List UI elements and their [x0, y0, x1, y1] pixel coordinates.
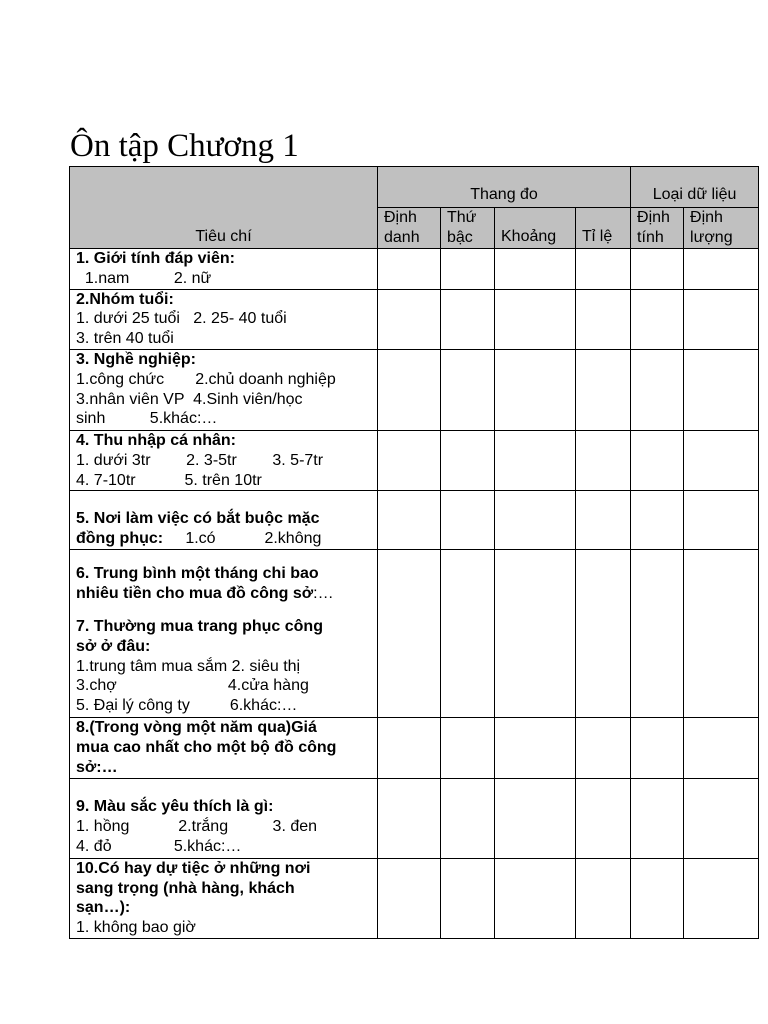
header-thang-do: Thang đo [378, 167, 631, 208]
table-row [70, 289, 759, 349]
checkbox-cell[interactable] [576, 778, 631, 858]
option-text: sinh 5.khác:… [76, 410, 218, 428]
question-text: 9. Màu sắc yêu thích là gì: [76, 798, 274, 816]
checkbox-cell[interactable] [684, 289, 759, 349]
checkbox-cell[interactable] [576, 349, 631, 430]
survey-table [69, 166, 759, 939]
checkbox-cell[interactable] [684, 858, 759, 938]
question-text: 1. Giới tính đáp viên: [76, 250, 235, 267]
checkbox-cell[interactable] [378, 491, 441, 550]
question-text: sạn…): [76, 899, 131, 917]
checkbox-cell[interactable] [576, 249, 631, 290]
checkbox-cell[interactable] [441, 349, 495, 430]
table-row [70, 349, 759, 430]
option-text: 1. dưới 25 tuổi 2. 25- 40 tuổi [76, 310, 287, 328]
option-text: 5. Đại lý công ty 6.khác:… [76, 697, 298, 715]
checkbox-cell[interactable] [378, 550, 441, 718]
option-text: 1.công chức 2.chủ doanh nghiệp [76, 370, 336, 388]
header-row-top [70, 167, 759, 208]
question-text: 8.(Trong vòng một năm qua)Giá [76, 719, 317, 737]
header-ti-le: Tỉ lệ [576, 208, 631, 249]
question-text: sở:… [76, 758, 118, 776]
checkbox-cell[interactable] [631, 349, 684, 430]
checkbox-cell[interactable] [495, 349, 576, 430]
checkbox-cell[interactable] [378, 430, 441, 490]
option-text: 1.có 2.không [163, 529, 322, 547]
table-row [70, 718, 759, 778]
checkbox-cell[interactable] [495, 778, 576, 858]
criterion-cell [70, 349, 378, 430]
checkbox-cell[interactable] [631, 430, 684, 490]
checkbox-cell[interactable] [378, 249, 441, 290]
checkbox-cell[interactable] [441, 718, 495, 778]
checkbox-cell[interactable] [378, 778, 441, 858]
table-row [70, 491, 759, 550]
table-row [70, 858, 759, 938]
checkbox-cell[interactable] [684, 778, 759, 858]
checkbox-cell[interactable] [631, 550, 684, 718]
option-text: 1.trung tâm mua sắm 2. siêu thị [76, 657, 301, 675]
header-dinh-luong: Định lượng [684, 208, 759, 249]
option-text: :… [313, 585, 334, 603]
question-text: 3. Nghề nghiệp: [76, 350, 196, 368]
header-tieu-chi: Tiêu chí [70, 167, 378, 249]
checkbox-cell[interactable] [495, 289, 576, 349]
checkbox-cell[interactable] [684, 430, 759, 490]
header-dinh-danh: Định danh [378, 208, 441, 249]
question-text: mua cao nhất cho một bộ đồ công [76, 739, 337, 757]
question-text: 10.Có hay dự tiệc ở những nơi [76, 859, 311, 877]
question-text: sở ở đâu: [76, 637, 151, 655]
table-row [70, 550, 759, 718]
checkbox-cell[interactable] [684, 249, 759, 290]
question-text: 4. Thu nhập cá nhân: [76, 431, 237, 449]
option-text: 1.nam 2. nữ [76, 269, 212, 287]
question-text: nhiêu tiền cho mua đồ công sở [76, 585, 314, 603]
checkbox-cell[interactable] [495, 491, 576, 550]
checkbox-cell[interactable] [576, 550, 631, 718]
checkbox-cell[interactable] [441, 778, 495, 858]
checkbox-cell[interactable] [576, 858, 631, 938]
header-thu-bac: Thứ bậc [441, 208, 495, 249]
checkbox-cell[interactable] [495, 550, 576, 718]
checkbox-cell[interactable] [684, 491, 759, 550]
header-dinh-tinh: Định tính [631, 208, 684, 249]
checkbox-cell[interactable] [441, 491, 495, 550]
criterion-cell [70, 550, 378, 718]
checkbox-cell[interactable] [684, 550, 759, 718]
checkbox-cell[interactable] [576, 491, 631, 550]
option-text: 4. đỏ 5.khác:… [76, 837, 242, 855]
question-text: 5. Nơi làm việc có bắt buộc mặc [76, 509, 320, 527]
checkbox-cell[interactable] [576, 289, 631, 349]
option-text: 1. không bao giờ [76, 919, 196, 937]
question-text: 2.Nhóm tuổi: [76, 290, 174, 308]
option-text: 1. dưới 3tr 2. 3-5tr 3. 5-7tr [76, 451, 324, 469]
table-row [70, 249, 759, 290]
checkbox-cell[interactable] [495, 718, 576, 778]
criterion-cell [70, 491, 378, 550]
checkbox-cell[interactable] [631, 778, 684, 858]
checkbox-cell[interactable] [441, 289, 495, 349]
checkbox-cell[interactable] [378, 289, 441, 349]
question-text: 6. Trung bình một tháng chi bao [76, 565, 319, 583]
header-khoang: Khoảng [495, 208, 576, 249]
page-title: Ôn tập Chương 1 [70, 128, 299, 164]
checkbox-cell[interactable] [576, 430, 631, 490]
checkbox-cell[interactable] [495, 858, 576, 938]
option-text: 1. hồng 2.trắng 3. đen [76, 818, 318, 836]
question-text: sang trọng (nhà hàng, khách [76, 879, 295, 897]
option-text: 4. 7-10tr 5. trên 10tr [76, 471, 262, 489]
question-text: 7. Thường mua trang phục công [76, 617, 323, 635]
checkbox-cell[interactable] [631, 858, 684, 938]
table-row [70, 778, 759, 858]
checkbox-cell[interactable] [495, 249, 576, 290]
checkbox-cell[interactable] [378, 858, 441, 938]
checkbox-cell[interactable] [495, 430, 576, 490]
criterion-cell [70, 718, 378, 778]
table-row [70, 430, 759, 490]
checkbox-cell[interactable] [631, 289, 684, 349]
checkbox-cell[interactable] [684, 349, 759, 430]
checkbox-cell[interactable] [631, 491, 684, 550]
criterion-cell [70, 430, 378, 490]
criterion-cell [70, 778, 378, 858]
checkbox-cell[interactable] [378, 349, 441, 430]
option-text: 3.nhân viên VP 4.Sinh viên/học [76, 390, 303, 408]
checkbox-cell[interactable] [441, 550, 495, 718]
option-text: 3.chợ 4.cửa hàng [76, 677, 309, 695]
question-text: đồng phục: [76, 529, 164, 547]
checkbox-cell[interactable] [441, 249, 495, 290]
checkbox-cell[interactable] [441, 430, 495, 490]
checkbox-cell[interactable] [378, 718, 441, 778]
checkbox-cell[interactable] [441, 858, 495, 938]
header-loai-du-lieu: Loại dữ liệu [631, 167, 759, 208]
checkbox-cell[interactable] [631, 718, 684, 778]
criterion-cell [70, 289, 378, 349]
checkbox-cell[interactable] [576, 718, 631, 778]
criterion-cell [70, 249, 378, 290]
checkbox-cell[interactable] [684, 718, 759, 778]
option-text: 3. trên 40 tuổi [76, 330, 174, 348]
checkbox-cell[interactable] [631, 249, 684, 290]
criterion-cell [70, 858, 378, 938]
